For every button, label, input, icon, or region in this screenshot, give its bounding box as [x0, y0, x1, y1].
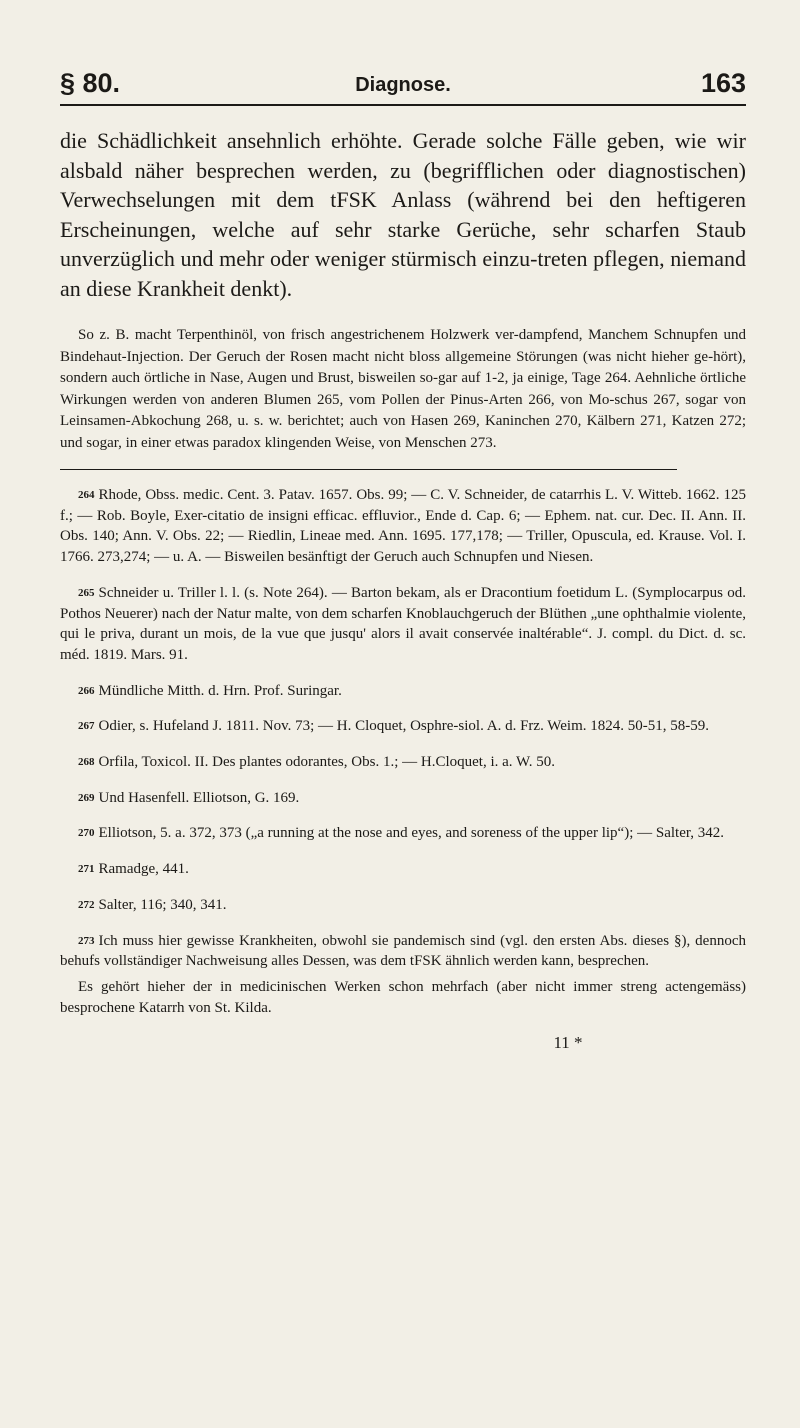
footnote-number: 271	[78, 863, 95, 876]
page-number: 163	[700, 68, 746, 98]
footnote	[60, 485, 746, 568]
footnote-text: Rhode, Obss. medic. Cent. 3. Patav. 1657. Obs. 99; — C. V. Schneider, de catarrhis L. V. Witteb. 1662. 125 f.; — Rob. Boyle, Exer-citatio de insigni efficac. effluvior., Ende d. Cap. 6; — Ephem. nat. cur. Dec. II. Ann. II. Obs. 140; Ann. V. Obs. 22; — Riedlin, Lineae med. Ann. 1695. 177,178; — Triller, Opuscula, ed. Krause. Vol. I. 1766. 273,274; — u. A. — Bisweilen besänftigt der Geruch auch Schnupfen und Niesen.	[60, 487, 746, 566]
page-header	[60, 58, 746, 102]
footnote-text: Mündliche Mitth. d. Hrn. Prof. Suringar.	[98, 682, 342, 699]
footnote-number: 273	[78, 934, 95, 947]
footnote-text: Ramadge, 441.	[98, 861, 189, 878]
footnotes	[60, 485, 746, 972]
footnote	[60, 681, 746, 702]
footnote	[60, 752, 746, 773]
running-title: Diagnose.	[355, 74, 451, 96]
header-rule	[60, 104, 746, 106]
footnote-number: 269	[78, 791, 95, 804]
footnote-number: 267	[78, 720, 95, 733]
footnote-number: 265	[78, 586, 95, 599]
footnote-separator	[60, 469, 677, 470]
printer-signature: 11 *	[553, 1033, 583, 1053]
small-print-paragraph: So z. B. macht Terpenthinöl, von frisch angestrichenem Holzwerk ver-dampfend, Manchem Schnupfen und Bindehaut-Injection. Der Geruch der Rosen macht nicht bloss allgemeine Störungen (was nicht hieher ge-hört), sondern auch örtliche in Nase, Augen und Brust, bisweilen so-gar auf 1-2, ja einige, Tage 264. Aehnliche örtliche Wirkungen werden von anderen Blumen 265, vom Pollen der Pinus-Arten 266, von Mo-schus 267, sogar von Leinsamen-Abkochung 268, u. s. w. berichtet; auch von Hasen 269, Kaninchen 270, Kälbern 271, Katzen 272; und sogar, in einer etwas paradox klingenden Weise, von Menschen 273.	[60, 327, 746, 451]
footnote	[60, 716, 746, 737]
footnote-text: Ich muss hier gewisse Krankheiten, obwohl sie pandemisch sind (vgl. den ersten Abs. dieses §), dennoch behufs vollständiger Nachweisung alles Dessen, was dem tFSK ähnlich werden kann, besprechen.	[60, 932, 746, 970]
footnote	[60, 788, 746, 809]
footnote-text: Odier, s. Hufeland J. 1811. Nov. 73; — H. Cloquet, Osphre-siol. A. d. Frz. Weim. 1824. 50-51, 58-59.	[98, 718, 709, 735]
footnote-continuation: Es gehört hieher der in medicinischen Werken schon mehrfach (aber nicht immer streng actengemäss) besprochene Katarrh von St. Kilda.	[60, 978, 746, 1016]
footnote-text: Orfila, Toxicol. II. Des plantes odorantes, Obs. 1.; — H.Cloquet, i. a. W. 50.	[98, 754, 556, 771]
footnote-number: 272	[78, 898, 95, 911]
footnote-number: 266	[78, 684, 95, 697]
footnote-text: Schneider u. Triller l. l. (s. Note 264). — Barton bekam, als er Dracontium foetidum L. (Symplocarpus od. Pothos Neuerer) nach der Natur malte, von dem scharfen Knoblauchgeruch der Blüthen „une ophthalmie violente, qui le priva, durant un mois, de la vue que jusqu' alors il avait conservée inaltérable“. J. compl. du Dict. d. sc. méd. 1819. Mars. 91.	[60, 584, 746, 663]
footnote	[60, 931, 746, 972]
footnote	[60, 895, 746, 916]
footnote-text: Und Hasenfell. Elliotson, G. 169.	[98, 789, 300, 806]
footnote-text: Salter, 116; 340, 341.	[98, 896, 227, 913]
footnote-number: 264	[78, 489, 95, 501]
main-paragraph: die Schädlichkeit ansehnlich erhöhte. Gerade solche Fälle geben, wie wir alsbald näher besprechen werden, zu (begrifflichen oder diagnostischen) Verwechselungen mit dem tFSK Anlass (während bei den heftigeren Erscheinungen, welche auf sehr starke Gerüche, sehr scharfen Staub unverzüglich und mehr oder weniger stürmisch einzu-treten pflegen, niemand an diese Krankheit denkt).	[60, 128, 746, 301]
footnote-text: Elliotson, 5. a. 372, 373 („a running at the nose and eyes, and soreness of the upper lip“); — Salter, 342.	[98, 825, 725, 842]
footnote	[60, 823, 746, 844]
section-number: § 80.	[60, 68, 121, 98]
footnote-number: 268	[78, 756, 95, 769]
footnote-number: 270	[78, 827, 95, 840]
footnote	[60, 583, 746, 666]
footnote	[60, 859, 746, 880]
